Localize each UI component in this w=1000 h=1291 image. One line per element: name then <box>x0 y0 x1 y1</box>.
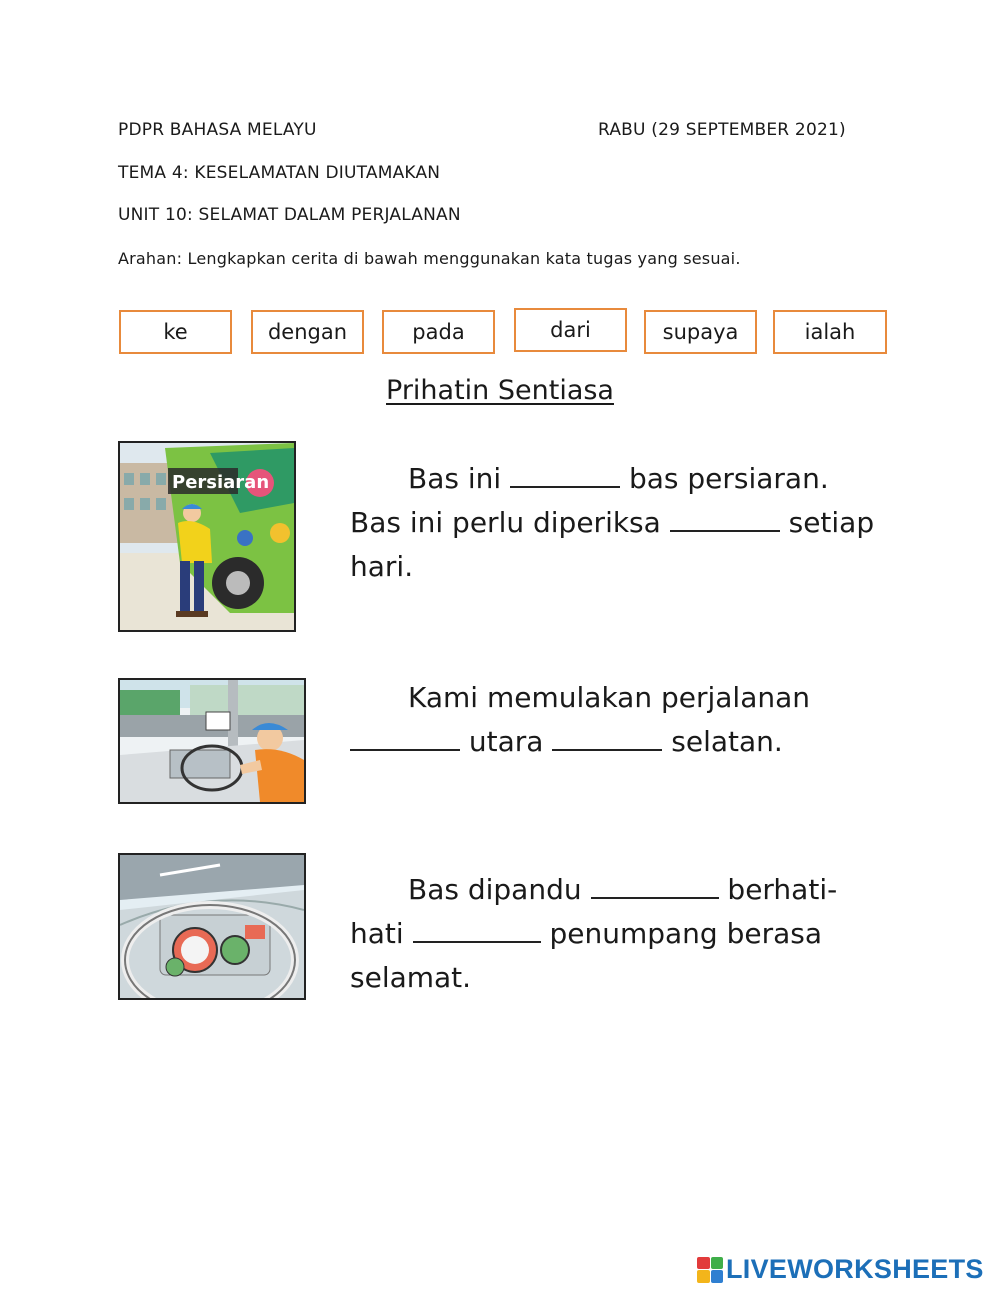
word-dari[interactable]: dari <box>514 308 627 352</box>
paragraph-1-text-c: Bas ini perlu diperiksa <box>350 506 670 539</box>
paragraph-2-text-c: selatan. <box>662 725 783 758</box>
unit-label: UNIT 10: SELAMAT DALAM PERJALANAN <box>118 205 461 225</box>
paragraph-2 <box>350 676 880 764</box>
date-label: RABU (29 SEPTEMBER 2021) <box>598 120 846 140</box>
paragraph-1 <box>350 457 880 589</box>
word-ialah[interactable]: ialah <box>773 310 887 354</box>
paragraph-3 <box>350 868 880 1000</box>
paragraph-3-text-b: berhati-hati <box>350 873 838 950</box>
liveworksheets-logo-icon <box>697 1257 723 1283</box>
word-ke[interactable]: ke <box>119 310 232 354</box>
paragraph-3-text-c: penumpang berasa selamat. <box>350 917 822 994</box>
bus-driver-picture <box>118 678 306 804</box>
brand-name: LIVEWORKSHEETS <box>726 1254 984 1284</box>
story-title: Prihatin Sentiasa <box>386 375 614 406</box>
word-supaya[interactable]: supaya <box>644 310 757 354</box>
bus-inspection-picture <box>118 441 296 632</box>
blank-3[interactable] <box>350 721 460 751</box>
word-dengan[interactable]: dengan <box>251 310 364 354</box>
paragraph-2-text-a: Kami memulakan perjalanan <box>408 681 811 714</box>
paragraph-2-text-b: utara <box>460 725 553 758</box>
instruction-text: Arahan: Lengkapkan cerita di bawah menggunakan kata tugas yang sesuai. <box>118 249 741 268</box>
subject-label: PDPR BAHASA MELAYU <box>118 120 317 140</box>
blank-2[interactable] <box>670 502 780 532</box>
theme-label: TEMA 4: KESELAMATAN DIUTAMAKAN <box>118 163 441 183</box>
paragraph-1-text-b: bas persiaran. <box>620 462 829 495</box>
blank-5[interactable] <box>591 869 719 899</box>
bus-sign-text: Persiaran <box>172 472 270 493</box>
bus-dashboard-picture <box>118 853 306 1000</box>
liveworksheets-brand[interactable] <box>697 1254 984 1285</box>
paragraph-3-text-a: Bas dipandu <box>408 873 591 906</box>
paragraph-1-text-d: setiap hari. <box>350 506 875 583</box>
blank-6[interactable] <box>413 913 541 943</box>
blank-1[interactable] <box>510 458 620 488</box>
word-pada[interactable]: pada <box>382 310 495 354</box>
paragraph-1-text-a: Bas ini <box>408 462 511 495</box>
blank-4[interactable] <box>552 721 662 751</box>
